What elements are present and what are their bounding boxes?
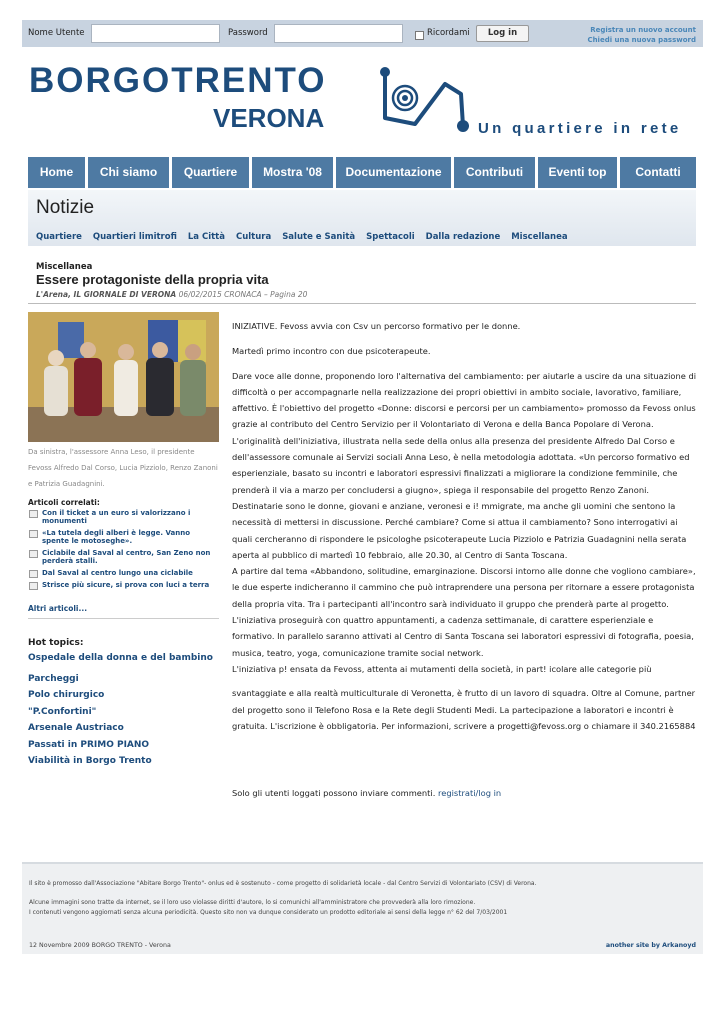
article-paragraph: Martedì primo incontro con due psicoterapeute. — [232, 345, 431, 356]
logo-network-icon — [375, 62, 475, 138]
subnav-dalla-redazione[interactable]: Dalla redazione — [425, 232, 501, 242]
password-label: Password — [228, 28, 268, 38]
logo-title[interactable]: BORGOTRENTO — [29, 61, 327, 100]
nav-contatti[interactable]: Contatti — [620, 157, 696, 188]
subnav-quartieri-limitrofi[interactable]: Quartieri limitrofi — [92, 232, 177, 242]
document-icon — [29, 530, 38, 538]
logo-tagline: Un quartiere in rete — [478, 120, 682, 137]
username-label: Nome Utente — [28, 28, 85, 38]
subnav-miscellanea[interactable]: Miscellanea — [511, 232, 568, 242]
remember-checkbox[interactable] — [415, 31, 424, 40]
hot-topic-link[interactable]: Polo chirurgico — [28, 690, 105, 700]
related-item[interactable]: Ciclabile dal Saval al centro, San Zeno non perderà stalli. — [28, 549, 219, 565]
article-paragraph: INIZIATIVE. Fevoss avvia con Csv un percorso formativo per le donne. — [232, 321, 521, 331]
username-field[interactable] — [91, 24, 220, 43]
subnav-la-citta[interactable]: La Città — [187, 232, 225, 242]
notizie-header — [28, 190, 696, 246]
comments-notice — [232, 788, 501, 798]
more-articles-link[interactable]: Altri articoli... — [28, 604, 88, 613]
nav-chi-siamo[interactable]: Chi siamo — [88, 157, 169, 188]
footer-disclaimer — [29, 898, 507, 918]
article-headline: Essere protagoniste della propria vita — [36, 272, 269, 287]
request-password-link[interactable]: Chiedi una nuova password — [587, 36, 696, 44]
document-icon — [29, 570, 38, 578]
subnav-spettacoli[interactable]: Spettacoli — [366, 232, 415, 242]
article-section: Miscellanea — [36, 262, 93, 272]
photo-caption: Da sinistra, l'assessore Anna Leso, il presidente Fevoss Alfredo Dal Corso, Lucia Pizziolo, Renzo Zanoni e Patrizia Guadagnini. — [28, 448, 218, 488]
page-title: Notizie — [36, 197, 95, 218]
related-title: Articoli correlati: — [28, 498, 100, 507]
footer-promo: Il sito è promosso dall'Associazione "Abitare Borgo Trento"- onlus ed è sostenuto - come progetto di solidarietà locale - dal Centro Servizi di Volontariato (CSV) di Verona. — [29, 880, 537, 887]
document-icon — [29, 582, 38, 590]
nav-mostra[interactable]: Mostra '08 — [252, 157, 333, 188]
footer-images-note: Alcune immagini sono tratte da internet, se il loro uso violasse diritti d'autore, lo si comunichi all'amministratore che provvederà alla loro rimozione. — [29, 899, 476, 906]
sub-nav — [36, 232, 576, 242]
register-link[interactable]: Registra un nuovo account — [590, 26, 696, 34]
footer-editorial-note: I contenuti vengono aggiornati senza alcuna periodicità. Questo sito non va dunque considerato un prodotto editoriale ai sensi della legge n° 62 del 7/03/2001 — [29, 909, 508, 916]
hot-topic-link[interactable]: "P.Confortini" — [28, 706, 97, 717]
comments-text: Solo gli utenti loggati possono inviare commenti. — [232, 788, 439, 798]
article-paragraph: A partire dal tema «Abbandono, solitudine, emarginazione. Discorsi intorno alle donne che vogliono cambiare», le due esperte indicheranno il cammino che può intraprendere una persona per ritornare a essere protagonista della propria vita. Tra i partecipanti all'incontro sarà individuato il gruppo che prenderà parte al progetto. L'iniziativa proseguirà con quattro appuntamenti, a cadenza settimanale, di carattere esperienziale e formativo. In parallelo saranno attivati al Centro di Santa Toscana sei laboratori espressivi di fotografia, poesia, musica, teatro, yoga, comunicazione tramite social network. — [232, 566, 696, 658]
nav-contributi[interactable]: Contributi — [454, 157, 535, 188]
article-byline — [36, 290, 307, 299]
article-body — [232, 318, 698, 743]
article-meta: 06/02/2015 CRONACA – Pagina 20 — [176, 290, 308, 299]
hot-topics-title: Hot topics: — [28, 638, 84, 648]
document-icon — [29, 550, 38, 558]
nav-quartiere[interactable]: Quartiere — [172, 157, 249, 188]
login-button[interactable]: Log in — [476, 25, 529, 42]
related-list — [28, 509, 219, 593]
subnav-quartiere[interactable]: Quartiere — [36, 232, 82, 242]
footer — [22, 862, 703, 954]
related-item[interactable]: Dal Saval al centro lungo una ciclabile — [28, 569, 219, 577]
nav-documentazione[interactable]: Documentazione — [336, 157, 451, 188]
divider — [28, 618, 219, 619]
document-icon — [29, 510, 38, 518]
subnav-cultura[interactable]: Cultura — [235, 232, 272, 242]
related-item[interactable]: Con il ticket a un euro si valorizzano i monumenti — [28, 509, 219, 525]
article-paragraph: svantaggiate e alla realtà multiculturale di Veronetta, è frutto di un lavoro di squadra. Oltre al Comune, partner del progetto sono il Telefono Rosa e la Rete degli Studenti Medi. La partecipazione a laboratori e incontri è gratuita. L'iscrizione è obbligatoria. Per informazioni, scrivere a progetti@fevoss.org o chiamare il 340.2165884 — [232, 688, 696, 731]
logo-subtitle: VERONA — [213, 103, 325, 133]
hot-topic-link[interactable]: Ospedale della donna e del bambino — [28, 653, 213, 663]
login-bar — [22, 20, 703, 47]
password-field[interactable] — [274, 24, 403, 43]
related-item[interactable]: Strisce più sicure, si prova con luci a terra — [28, 581, 219, 589]
hot-topic-link[interactable]: Parcheggi — [28, 673, 79, 684]
hot-topics-list — [28, 650, 219, 770]
register-login-link[interactable]: registrati/log in — [438, 788, 502, 798]
subnav-salute[interactable]: Salute e Sanità — [282, 232, 356, 242]
related-item[interactable]: «La tutela degli alberi è legge. Vanno spente le motoseghe». — [28, 529, 219, 545]
hot-topic-link[interactable]: Arsenale Austriaco — [28, 723, 124, 733]
divider — [28, 303, 696, 304]
hot-topic-link[interactable]: Passati in PRIMO PIANO — [28, 739, 150, 750]
article-photo — [28, 312, 219, 442]
nav-home[interactable]: Home — [28, 157, 85, 188]
footer-date: 12 Novembre 2009 BORGO TRENTO - Verona — [29, 942, 171, 949]
article-paragraph: Dare voce alle donne, proponendo loro l'alternativa del cambiamento: per aiutarle a uscire da una situazione di difficoltà o per accompagnarle nella realizzazione dei propri obiettivi in ambito sociale, lavorativo, familiare, affettivo. È l'obiettivo del progetto «Donne: discorsi e percorsi per un cambiamento» promosso da Fevoss onlus grazie al contributo del Centro Servizio per il Volontariato di Verona e della Banca Popolare di Verona. L'originalità dell'iniziativa, illustrata nella sede della onlus alla presenza del presidente Alfredo Dal Corso e dell'assessore comunale ai Servizi sociali Anna Leso, è nella metodologia adottata. «Un percorso formativo ed esperienziale, basato su incontri e laboratori espressivi finalizzati a migliorare la condizione femminile, che prenderà il via a marzo per concludersi a giugno», spiega il responsabile del progetto Renzo Zanoni. Destinatarie sono le donne, giovani e anziane, veronesi e i! mmigrate, ma anche gli uomini che sentono la necessità di mettersi in discussione. Perché cambiare? Come si attua il cambiamento? Sono interrogativi ai quali cercheranno di rispondere le psicologhe psicoterapeute Lucia Pizziolo e Patrizia Guadagnini nella serata aperta al pubblico di martedì 10 febbraio, alle 20.30, al Centro di Santa Toscana. — [232, 370, 697, 560]
main-nav — [28, 157, 696, 188]
article-paragraph: L'iniziativa p! ensata da Fevoss, attenta ai mutamenti della società, in part! icolare alle categorie più — [232, 663, 652, 674]
article-source: L'Arena, IL GIORNALE DI VERONA — [36, 290, 177, 299]
nav-eventi-top[interactable]: Eventi top — [538, 157, 617, 188]
hot-topic-link[interactable]: Viabilità in Borgo Trento — [28, 756, 152, 766]
remember-label: Ricordami — [427, 28, 470, 38]
footer-credit-link[interactable]: another site by Arkanoyd — [605, 942, 696, 949]
